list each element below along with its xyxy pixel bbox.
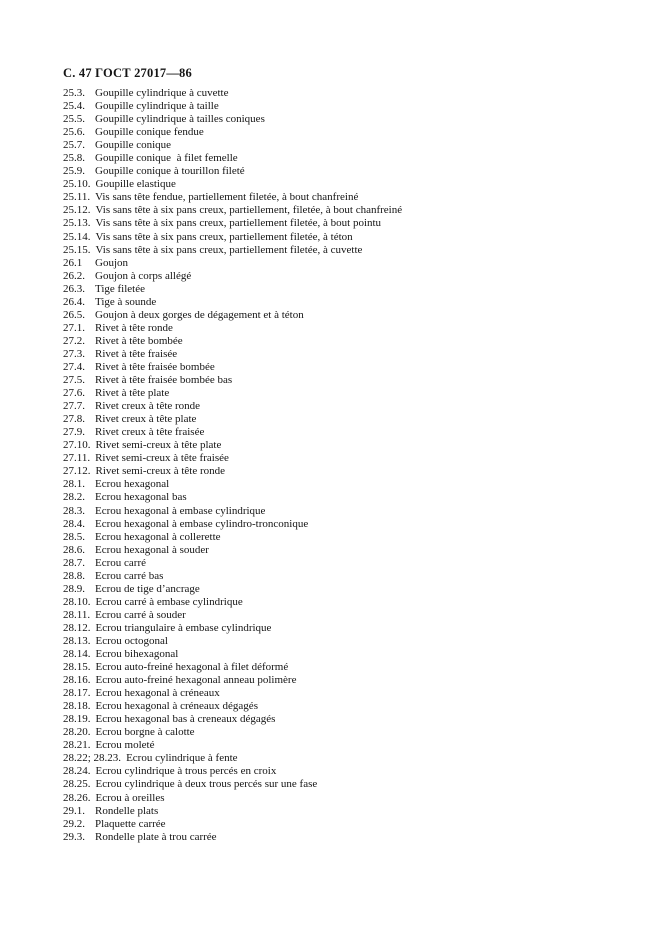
- item-number: 28.9.: [63, 582, 85, 595]
- list-item: [63, 518, 651, 531]
- item-number: 26.5.: [63, 308, 85, 321]
- list-item: [63, 778, 651, 791]
- list-item: [63, 713, 651, 726]
- item-number: 27.10.: [63, 439, 91, 452]
- item-text: Ecrou à oreilles: [95, 791, 165, 804]
- item-text: Rivet à tête bombée: [95, 334, 183, 347]
- item-text: Ecrou hexagonal à embase cylindro-tronconique: [95, 517, 309, 530]
- list-item: [63, 100, 651, 113]
- item-number: 25.4.: [63, 100, 85, 113]
- item-number: 28.16.: [63, 674, 91, 687]
- list-item: [63, 322, 651, 335]
- list-item: [63, 465, 651, 478]
- list-item: [63, 452, 651, 465]
- item-number: 28.12.: [63, 621, 91, 634]
- item-text: Goujon à corps allégé: [95, 269, 192, 282]
- item-text: Tige à sounde: [95, 295, 157, 308]
- item-number: 25.10.: [63, 178, 91, 191]
- item-text: Rivet à tête fraisée bombée: [95, 360, 215, 373]
- item-number: 27.3.: [63, 347, 85, 360]
- item-number: 28.24.: [63, 765, 91, 778]
- item-number: 29.2.: [63, 817, 85, 830]
- item-text: Rivet creux à tête fraisée: [95, 426, 205, 439]
- list-item: [63, 113, 651, 126]
- item-number: 29.3.: [63, 830, 85, 843]
- list-item: [63, 191, 651, 204]
- list-item: [63, 687, 651, 700]
- item-number: 25.7.: [63, 139, 85, 152]
- item-text: Tige filetée: [95, 282, 145, 295]
- list-item: [63, 270, 651, 283]
- item-number: 28.5.: [63, 530, 85, 543]
- item-number: 25.13.: [63, 217, 91, 230]
- item-text: Ecrou hexagonal: [95, 478, 170, 491]
- item-text: Ecrou hexagonal à collerette: [95, 530, 221, 543]
- item-text: Ecrou hexagonal à créneaux: [95, 687, 220, 700]
- item-number: 28.6.: [63, 543, 85, 556]
- item-text: Ecrou triangulaire à embase cylindrique: [95, 621, 272, 634]
- list-item: [63, 217, 651, 230]
- item-text: Ecrou auto-freiné hexagonal anneau polimère: [95, 674, 297, 687]
- item-text: Rondelle plats: [95, 804, 159, 817]
- list-item: [63, 178, 651, 191]
- item-text: Ecrou hexagonal bas: [95, 491, 187, 504]
- item-text: Ecrou hexagonal à créneaux dégagés: [95, 700, 258, 713]
- item-text: Ecrou hexagonal à embase cylindrique: [95, 504, 266, 517]
- list-item: [63, 596, 651, 609]
- item-text: Goupille conique à tourillon fileté: [95, 165, 245, 178]
- item-text: Vis sans tête à six pans creux, partiellement filetée, à bout pointu: [95, 217, 382, 230]
- item-text: Ecrou cylindrique à deux trous percés sur une fase: [95, 778, 318, 791]
- item-number: 28.1.: [63, 478, 85, 491]
- list-item: [63, 491, 651, 504]
- list-item: [63, 244, 651, 257]
- item-text: Goupille conique à filet femelle: [95, 152, 238, 165]
- item-number: 25.11.: [63, 191, 91, 204]
- list-item: [63, 752, 651, 765]
- list-item: [63, 609, 651, 622]
- list-item: [63, 831, 651, 844]
- item-number: 28.20.: [63, 726, 91, 739]
- list-item: [63, 505, 651, 518]
- page-header: С. 47 ГОСТ 27017—86: [63, 66, 192, 80]
- item-number: 28.15.: [63, 661, 91, 674]
- list-item: [63, 165, 651, 178]
- list-item: [63, 570, 651, 583]
- item-number: 25.9.: [63, 165, 85, 178]
- item-number: 28.22; 28.23.: [63, 752, 122, 765]
- item-number: 28.17.: [63, 687, 91, 700]
- item-text: Ecrou carré à embase cylindrique: [95, 595, 243, 608]
- item-text: Rivet à tête fraisée: [95, 347, 178, 360]
- item-number: 29.1.: [63, 804, 85, 817]
- item-text: Rivet semi-creux à tête fraisée: [95, 452, 229, 465]
- list-item: [63, 139, 651, 152]
- item-text: Rivet creux à tête ronde: [95, 400, 201, 413]
- item-text: Goupille cylindrique à tailles coniques: [95, 113, 265, 126]
- item-text: Rivet à tête plate: [95, 387, 170, 400]
- list-item: [63, 335, 651, 348]
- item-number: 27.1.: [63, 321, 85, 334]
- item-number: 28.25.: [63, 778, 91, 791]
- item-number: 28.18.: [63, 700, 91, 713]
- list-item: [63, 622, 651, 635]
- item-text: Ecrou carré à souder: [95, 608, 186, 621]
- item-number: 27.9.: [63, 426, 85, 439]
- item-number: 28.13.: [63, 634, 91, 647]
- item-text: Ecrou bihexagonal: [95, 648, 179, 661]
- list-item: [63, 309, 651, 322]
- list-item: [63, 544, 651, 557]
- item-number: 28.14.: [63, 648, 91, 661]
- list-item: [63, 805, 651, 818]
- list-item: [63, 674, 651, 687]
- item-text: Vis sans tête à six pans creux, partiellement filetée, à cuvette: [95, 243, 363, 256]
- item-number: 28.11.: [63, 608, 91, 621]
- list-item: [63, 361, 651, 374]
- item-number: 25.8.: [63, 152, 85, 165]
- item-number: 28.7.: [63, 556, 85, 569]
- list-item: [63, 257, 651, 270]
- item-text: Plaquette carrée: [95, 817, 166, 830]
- item-text: Ecrou hexagonal bas à creneaux dégagés: [95, 713, 276, 726]
- item-text: Ecrou moleté: [95, 739, 155, 752]
- item-text: Ecrou carré: [95, 556, 146, 569]
- item-number: 25.5.: [63, 113, 85, 126]
- list-item: [63, 726, 651, 739]
- list-item: [63, 204, 651, 217]
- list-item: [63, 413, 651, 426]
- item-text: Ecrou auto-freiné hexagonal à filet déformé: [95, 661, 289, 674]
- list-item: [63, 348, 651, 361]
- item-number: 25.3.: [63, 87, 85, 99]
- item-number: 26.1: [63, 256, 83, 269]
- item-text: Goupille elastique: [95, 178, 176, 191]
- item-number: 26.2.: [63, 269, 85, 282]
- item-text: Vis sans tête à six pans creux, partiellement filetée, à téton: [95, 230, 353, 243]
- item-text: Rivet à tête fraisée bombée bas: [95, 374, 233, 387]
- item-text: Rivet semi-creux à tête ronde: [95, 465, 226, 478]
- item-number: 27.2.: [63, 334, 85, 347]
- item-text: Goupille conique fendue: [95, 126, 204, 139]
- item-number: 27.7.: [63, 400, 85, 413]
- item-number: 28.19.: [63, 713, 91, 726]
- item-number: 28.4.: [63, 517, 85, 530]
- list-item: [63, 283, 651, 296]
- list-item: [63, 387, 651, 400]
- list-item: [63, 400, 651, 413]
- item-number: 28.8.: [63, 569, 85, 582]
- item-text: Ecrou borgne à calotte: [95, 726, 195, 739]
- list-item: [63, 765, 651, 778]
- item-number: 25.15.: [63, 243, 91, 256]
- item-text: Ecrou de tige d’ancrage: [95, 582, 200, 595]
- item-number: 27.4.: [63, 360, 85, 373]
- item-text: Ecrou octogonal: [95, 634, 168, 647]
- item-number: 25.14.: [63, 230, 91, 243]
- item-text: Goupille conique: [95, 139, 172, 152]
- list-item: [63, 126, 651, 139]
- list-item: [63, 426, 651, 439]
- item-text: Ecrou hexagonal à souder: [95, 543, 209, 556]
- list-item: [63, 739, 651, 752]
- list-item: [63, 661, 651, 674]
- list-item: [63, 700, 651, 713]
- list-item: [63, 531, 651, 544]
- item-text: Ecrou cylindrique à trous percés en croix: [95, 765, 277, 778]
- terms-list: [63, 87, 651, 844]
- list-item: [63, 296, 651, 309]
- item-number: 27.6.: [63, 387, 85, 400]
- list-item: [63, 87, 651, 100]
- item-text: Ecrou carré bas: [95, 569, 164, 582]
- item-number: 25.12.: [63, 204, 91, 217]
- item-number: 28.21.: [63, 739, 91, 752]
- item-text: Goujon à deux gorges de dégagement et à téton: [95, 308, 304, 321]
- item-number: 28.10.: [63, 595, 91, 608]
- item-number: 28.2.: [63, 491, 85, 504]
- list-item: [63, 635, 651, 648]
- item-text: Rondelle plate à trou carrée: [95, 830, 217, 843]
- item-number: 26.4.: [63, 295, 85, 308]
- item-text: Ecrou cylindrique à fente: [126, 752, 238, 765]
- item-number: 27.12.: [63, 465, 91, 478]
- item-text: Rivet semi-creux à tête plate: [95, 439, 222, 452]
- list-item: [63, 478, 651, 491]
- item-number: 26.3.: [63, 282, 85, 295]
- item-text: Goupille cylindrique à taille: [95, 100, 219, 113]
- item-number: 27.8.: [63, 413, 85, 426]
- item-text: Goujon: [95, 256, 128, 269]
- item-number: 25.6.: [63, 126, 85, 139]
- list-item: [63, 231, 651, 244]
- list-item: [63, 792, 651, 805]
- item-text: Rivet à tête ronde: [95, 321, 173, 334]
- list-item: [63, 439, 651, 452]
- item-number: 28.3.: [63, 504, 85, 517]
- item-text: Rivet creux à tête plate: [95, 413, 197, 426]
- item-text: Vis sans tête fendue, partiellement filetée, à bout chanfreiné: [95, 191, 359, 204]
- list-item: [63, 818, 651, 831]
- list-item: [63, 557, 651, 570]
- list-item: [63, 152, 651, 165]
- list-item: [63, 648, 651, 661]
- list-item: [63, 583, 651, 596]
- list-item: [63, 374, 651, 387]
- item-number: 27.11.: [63, 452, 91, 465]
- item-number: 27.5.: [63, 374, 85, 387]
- item-text: Vis sans tête à six pans creux, partiellement, filetée, à bout chanfreiné: [95, 204, 403, 217]
- item-number: 28.26.: [63, 791, 91, 804]
- item-text: Goupille cylindrique à cuvette: [95, 87, 229, 99]
